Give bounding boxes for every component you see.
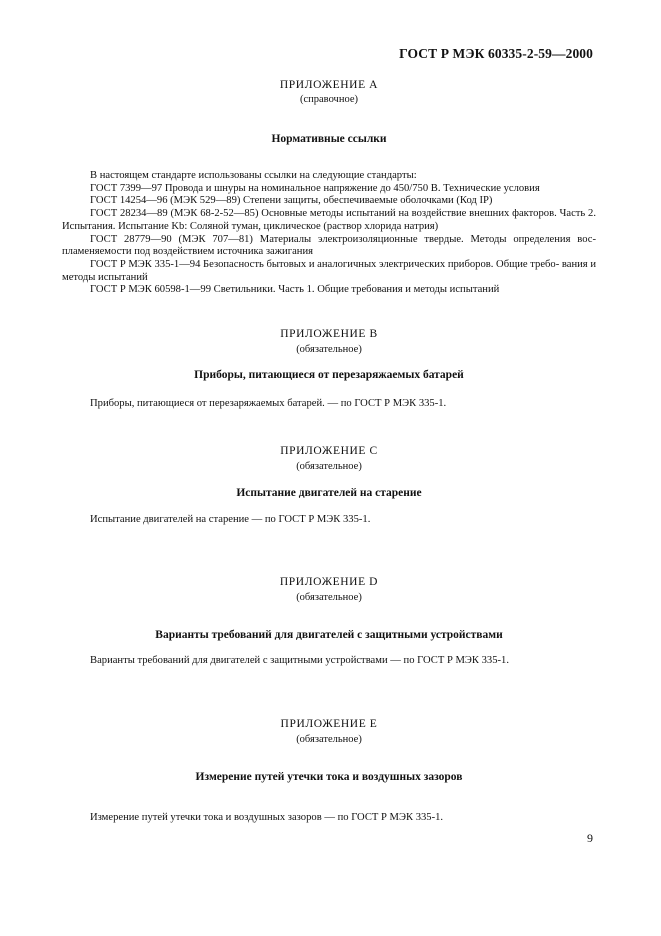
annex-b-title: Приборы, питающиеся от перезаряжаемых батарей <box>194 369 464 381</box>
annex-d-title: Варианты требований для двигателей с защитными устройствами <box>155 629 503 641</box>
reference-item: ГОСТ 14254—96 (МЭК 529—89) Степени защиты, обеспечиваемые оболочками (Код IP) <box>90 195 493 207</box>
annex-a-reference-list <box>62 170 596 297</box>
reference-item: ГОСТ 28779—90 (МЭК 707—81) Материалы электроизоляционные твердые. Методы определения вос- пламеняемости под воздействием источника зажигания <box>62 233 596 258</box>
annex-d-text: Варианты требований для двигателей с защитными устройствами — по ГОСТ Р МЭК 335-1. <box>90 655 509 666</box>
annex-d-body <box>62 654 596 667</box>
annex-d-heading: ПРИЛОЖЕНИЕ D <box>279 576 379 588</box>
annex-e-status: (обязательное) <box>296 734 362 745</box>
annex-a-status: (справочное) <box>300 94 358 105</box>
annex-c-title: Испытание двигателей на старение <box>236 487 422 499</box>
page-number: 9 <box>587 831 593 845</box>
annex-c-status: (обязательное) <box>296 461 362 472</box>
annex-e-heading: ПРИЛОЖЕНИЕ Е <box>280 718 378 730</box>
annex-a-intro: В настоящем стандарте использованы ссылки на следующие стандарты: <box>90 170 417 181</box>
annex-b-body <box>62 397 596 410</box>
annex-a-title: Нормативные ссылки <box>271 133 387 145</box>
reference-item: ГОСТ Р МЭК 335-1—94 Безопасность бытовых и аналогичных электрических приборов. Общие требо- вания и методы испытаний <box>62 258 596 283</box>
annex-b-text: Приборы, питающиеся от перезаряжаемых батарей. — по ГОСТ Р МЭК 335-1. <box>90 398 447 409</box>
annex-c-heading: ПРИЛОЖЕНИЕ С <box>280 445 378 457</box>
reference-item: ГОСТ 28234—89 (МЭК 68-2-52—85) Основные методы испытаний на воздействие внешних факторов. Часть 2. Испытания. Испытание Kb: Соляной туман, циклическое (раствор хлорида натрия) <box>62 208 596 232</box>
annex-e-title: Измерение путей утечки тока и воздушных зазоров <box>195 771 463 783</box>
annex-e-body <box>62 811 596 824</box>
annex-e-text: Измерение путей утечки тока и воздушных зазоров — по ГОСТ Р МЭК 335-1. <box>90 812 444 823</box>
running-header: ГОСТ Р МЭК 60335-2-59—2000 <box>399 46 593 61</box>
reference-item: ГОСТ Р МЭК 60598-1—99 Светильники. Часть 1. Общие требования и методы испытаний <box>90 284 500 296</box>
annex-b-heading: ПРИЛОЖЕНИЕ В <box>280 328 378 340</box>
annex-c-text: Испытание двигателей на старение — по ГОСТ Р МЭК 335-1. <box>90 514 371 525</box>
annex-d-status: (обязательное) <box>296 592 362 603</box>
annex-a-heading: ПРИЛОЖЕНИЕ А <box>279 79 379 91</box>
reference-item: ГОСТ 7399—97 Провода и шнуры на номинальное напряжение до 450/750 В. Технические условия <box>90 182 540 194</box>
annex-c-body <box>62 513 596 526</box>
annex-b-status: (обязательное) <box>296 344 362 355</box>
